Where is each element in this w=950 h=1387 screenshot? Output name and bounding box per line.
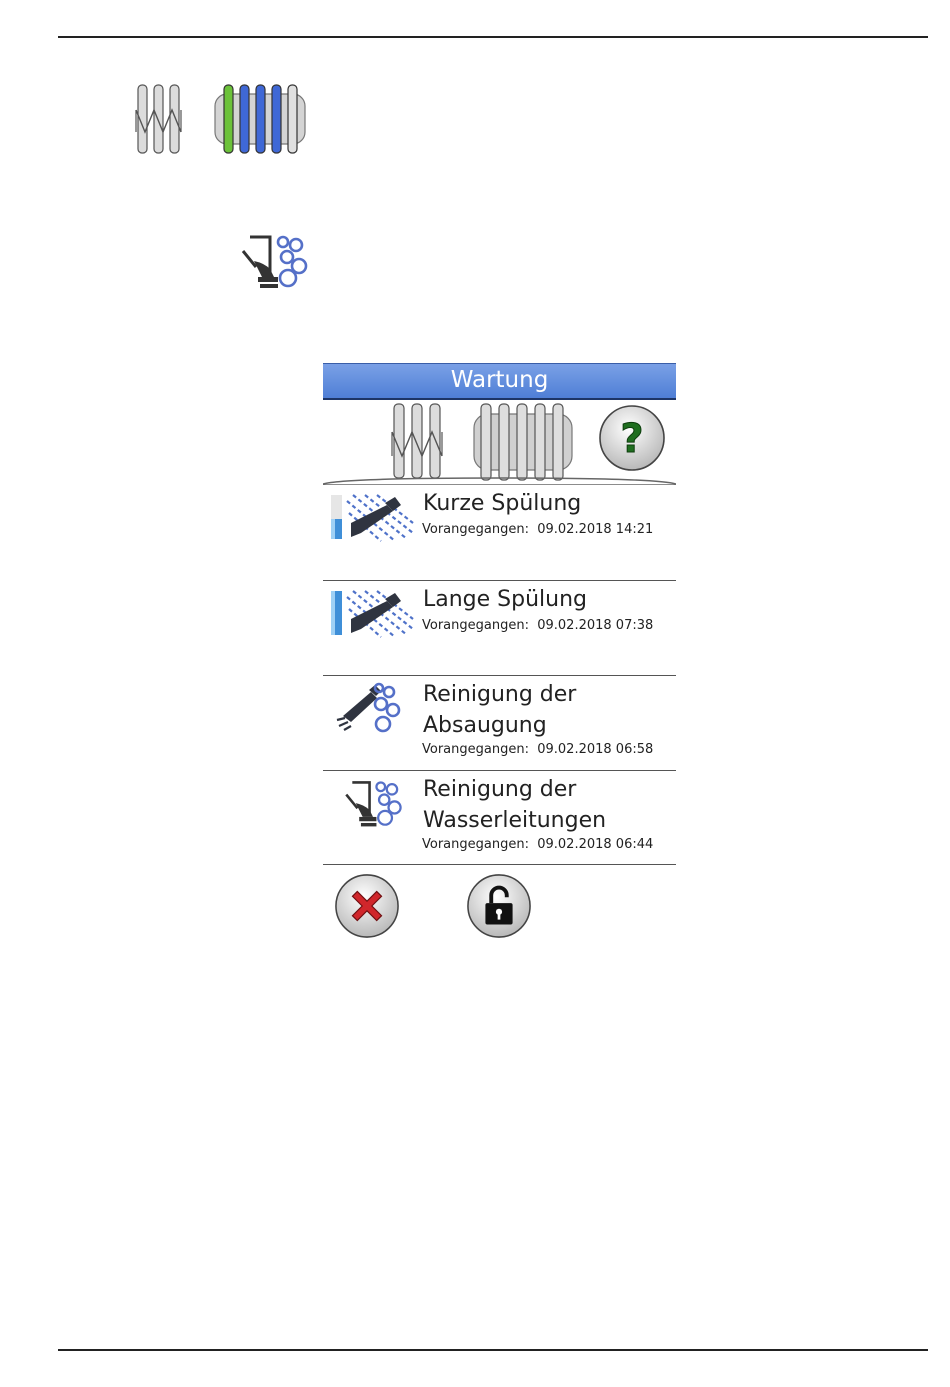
maintenance-item-waterline-cleaning[interactable] xyxy=(323,771,676,865)
item-last-run: Vorangegangen: 09.02.2018 14:21 xyxy=(422,522,654,537)
item-last-run: Vorangegangen: 09.02.2018 06:44 xyxy=(422,837,654,852)
instrument-status-icon xyxy=(212,82,308,156)
help-button[interactable] xyxy=(598,404,666,472)
maintenance-item-short-rinse[interactable] xyxy=(323,485,676,581)
unlock-button[interactable] xyxy=(466,873,532,939)
page-bottom-rule xyxy=(58,1349,928,1351)
dialog-title: Wartung xyxy=(450,367,549,393)
maintenance-item-suction-cleaning[interactable] xyxy=(323,676,676,771)
waterline-cleaning-icon xyxy=(343,779,403,829)
help-question-icon: ? xyxy=(620,416,644,462)
suction-cleaning-icon xyxy=(335,682,401,736)
instrument-tray-icon xyxy=(471,402,575,482)
item-title-line1: Reinigung der xyxy=(423,682,577,707)
long-rinse-icon xyxy=(329,589,415,639)
waterline-cleaning-icon xyxy=(240,233,308,291)
item-title-line1: Reinigung der xyxy=(423,777,577,802)
short-rinse-icon xyxy=(329,493,415,543)
item-title: Lange Spülung xyxy=(423,587,588,612)
maintenance-dialog xyxy=(323,363,676,948)
dialog-icon-bar xyxy=(323,400,676,486)
icon-bar-divider xyxy=(323,477,676,485)
item-title-line2: Wasserleitungen xyxy=(423,808,607,833)
dialog-title-bar xyxy=(323,363,676,400)
maintenance-item-long-rinse[interactable] xyxy=(323,581,676,676)
cancel-button[interactable] xyxy=(334,873,400,939)
item-title: Kurze Spülung xyxy=(423,491,582,516)
item-last-run: Vorangegangen: 09.02.2018 06:58 xyxy=(422,742,654,757)
page-top-rule xyxy=(58,36,928,38)
item-title-line2: Absaugung xyxy=(423,713,547,738)
item-last-run: Vorangegangen: 09.02.2018 07:38 xyxy=(422,618,654,633)
instrument-holder-icon xyxy=(133,82,185,156)
instrument-holder-icon xyxy=(389,402,447,482)
